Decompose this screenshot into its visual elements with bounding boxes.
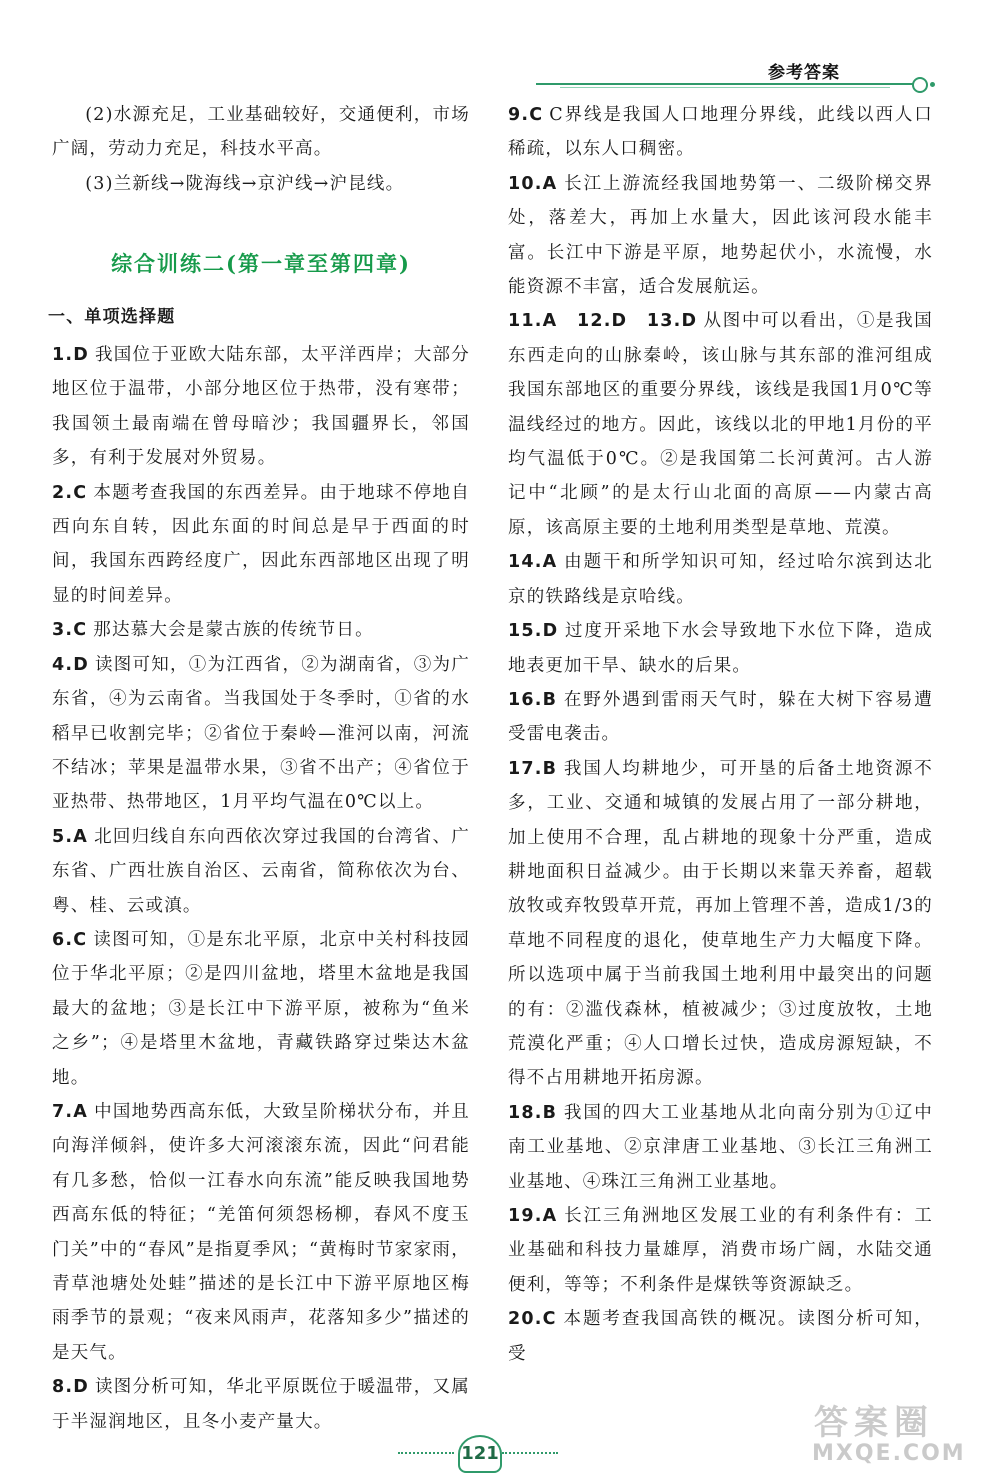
- left-column: [48, 98, 470, 1439]
- answer-item: [508, 683, 933, 752]
- answer-text: 从图中可以看出，①是我国东西走向的山脉秦岭，该山脉与其东部的淮河组成我国东部地区的重要分界线，该线是我国1月0℃等温线经过的地方。因此，该线以北的甲地1月份的平均气温低于0℃。②是我国第二长河黄河。古人游记中“北顾”的是太行山北面的高原——内蒙古高原，该高原主要的土地利用类型是草地、荒漠。: [508, 311, 933, 538]
- header-dot-icon: [930, 82, 935, 87]
- answer-text: 中国地势西高东低，大致呈阶梯状分布，并且向海洋倾斜，使许多大河滚滚东流，因此“问君能有几多愁，恰似一江春水向东流”能反映我国地势西高东低的特征；“羌笛何须怨杨柳，春风不度玉门关”中的“春风”是指夏季风；“黄梅时节家家雨，青草池塘处处蛙”描述的是长江中下游平原地区梅雨季节的景观；“夜来风雨声，花落知多少”描述的是天气。: [52, 1101, 470, 1363]
- header-ornament-icon: [912, 77, 928, 93]
- header-rule-light: [560, 87, 890, 88]
- answer-item: [508, 545, 933, 614]
- answer-item: [52, 338, 470, 476]
- answer-item: [508, 1199, 933, 1302]
- answer-item: [508, 1096, 933, 1199]
- footer-dots-left: [398, 1452, 454, 1454]
- answer-number: 7.A: [52, 1101, 88, 1122]
- answer-item: [508, 98, 933, 167]
- answer-text: 我国人均耕地少，可开垦的后备土地资源不多，工业、交通和城镇的发展占用了一部分耕地，加上使用不合理，乱占耕地的现象十分严重，造成耕地面积日益减少。由于长期以来靠天养畜，超载放牧或弃牧毁草开荒，再加上管理不善，造成1/3的草地不同程度的退化，使草地生产力大幅度下降。所以选项中属于当前我国土地利用中最突出的问题的有：②滥伐森林，植被减少；③过度放牧，土地荒漠化严重；④人口增长过快，造成房源短缺，不得不占用耕地开拓房源。: [508, 758, 933, 1089]
- answer-number: 5.A: [52, 826, 88, 847]
- answer-number: 19.A: [508, 1206, 558, 1226]
- right-answer-list: [508, 98, 933, 1371]
- answer-item: [52, 1095, 470, 1370]
- answer-number: 10.A: [508, 173, 558, 194]
- answer-number: 20.C: [508, 1309, 557, 1330]
- answer-number: 2.C: [52, 482, 88, 503]
- answer-item: [52, 923, 470, 1095]
- answer-text: 长江三角洲地区发展工业的有利条件有：工业基础和科技力量雄厚，消费市场广阔，水陆交通便利，等等；不利条件是煤铁等资源缺乏。: [508, 1206, 933, 1295]
- watermark-bottom-text: MXQE.COM: [812, 1441, 966, 1466]
- page-number: 121: [458, 1435, 502, 1473]
- answer-text: 本题考查我国高铁的概况。读图分析可知，受: [508, 1309, 933, 1364]
- answer-number: 17.B: [508, 758, 558, 779]
- watermark-logo: [800, 1395, 990, 1470]
- answer-text: 那达慕大会是蒙古族的传统节日。: [93, 620, 374, 641]
- answer-text: 读图可知，①为江西省，②为湖南省，③为广东省，④为云南省。当我国处于冬季时，①省的水稻早已收割完毕；②省位于秦岭—淮河以南，河流不结冰；苹果是温带水果，③省不出产；④省位于亚热带、热带地区，1月平均气温在0℃以上。: [52, 654, 470, 813]
- answer-item: [508, 167, 933, 305]
- answer-item: [508, 614, 933, 683]
- section-title: 综合训练二(第一章至第四章): [111, 251, 411, 277]
- answer-text: 我国的四大工业基地从北向南分别为①辽中南工业基地、②京津唐工业基地、③长江三角洲工业基地、④珠江三角洲工业基地。: [508, 1102, 933, 1192]
- answer-item: [52, 476, 470, 614]
- answer-item: [52, 820, 470, 923]
- header-rule: [536, 83, 916, 85]
- answer-text: C界线是我国人口地理分界线，此线以西人口稀疏，以东人口稠密。: [508, 105, 933, 160]
- answer-number: 15.D: [508, 621, 559, 642]
- left-answer-list: [52, 338, 470, 1439]
- answer-text: 北回归线自东向西依次穿过我国的台湾省、广东省、广西壮族自治区、云南省，简称依次为台、粤、桂、云或滇。: [52, 826, 470, 916]
- footer-dots-right: [502, 1452, 558, 1454]
- answer-number: 1.D: [52, 345, 89, 366]
- answer-number: 8.D: [52, 1377, 89, 1398]
- answer-text: 过度开采地下水会导致地下水位下降，造成地表更加干旱、缺水的后果。: [508, 621, 933, 676]
- intro-paragraph-2: (2)水源充足，工业基础较好，交通便利，市场广阔，劳动力充足，科技水平高。: [52, 105, 470, 160]
- answer-item: [508, 752, 933, 1096]
- answer-text: 读图可知，①是东北平原，北京中关村科技园位于华北平原；②是四川盆地，塔里木盆地是我国最大的盆地；③是长江中下游平原，被称为“鱼米之乡”；④是塔里木盆地，青藏铁路穿过柴达木盆地。: [52, 929, 470, 1088]
- answer-number: 3.C: [52, 620, 88, 641]
- answer-text: 在野外遇到雷雨天气时，躲在大树下容易遭受雷电袭击。: [508, 689, 933, 745]
- answer-text: 我国位于亚欧大陆东部，太平洋西岸；大部分地区位于温带，小部分地区位于热带，没有寒带；我国领土最南端在曾母暗沙；我国疆界长，邻国多，有利于发展对外贸易。: [52, 345, 470, 469]
- answer-text: 由题干和所学知识可知，经过哈尔滨到达北京的铁路线是京哈线。: [508, 552, 933, 607]
- intro-paragraph-3: (3)兰新线→陇海线→京沪线→沪昆线。: [85, 173, 405, 194]
- answer-text: 读图分析可知，华北平原既位于暖温带，又属于半湿润地区，且冬小麦产量大。: [52, 1377, 470, 1432]
- answer-number: 14.A: [508, 552, 558, 573]
- header-title: 参考答案: [768, 63, 840, 83]
- answer-number: 16.B: [508, 689, 558, 710]
- page-header: [0, 0, 1000, 100]
- watermark-top-text: 答案圈: [814, 1403, 934, 1443]
- right-column: [508, 98, 933, 1371]
- answer-item: [508, 1302, 933, 1371]
- answer-item: [52, 648, 470, 820]
- answer-number: 18.B: [508, 1102, 558, 1123]
- answer-number: 11.A 12.D 13.D: [508, 311, 698, 332]
- answer-text: 长江上游流经我国地势第一、二级阶梯交界处，落差大，再加上水量大，因此该河段水能丰富。长江中下游是平原，地势起伏小，水流慢，水能资源不丰富，适合发展航运。: [508, 173, 933, 298]
- answer-number: 4.D: [52, 654, 89, 675]
- answer-item: [508, 304, 933, 545]
- answer-text: 本题考查我国的东西差异。由于地球不停地自西向东自转，因此东面的时间总是早于西面的时间，我国东西跨经度广，因此东西部地区出现了明显的时间差异。: [52, 482, 470, 606]
- answer-number: 9.C: [508, 105, 544, 125]
- answer-item: [52, 613, 470, 647]
- answer-number: 6.C: [52, 929, 88, 950]
- subsection-title: 一、单项选择题: [48, 306, 176, 327]
